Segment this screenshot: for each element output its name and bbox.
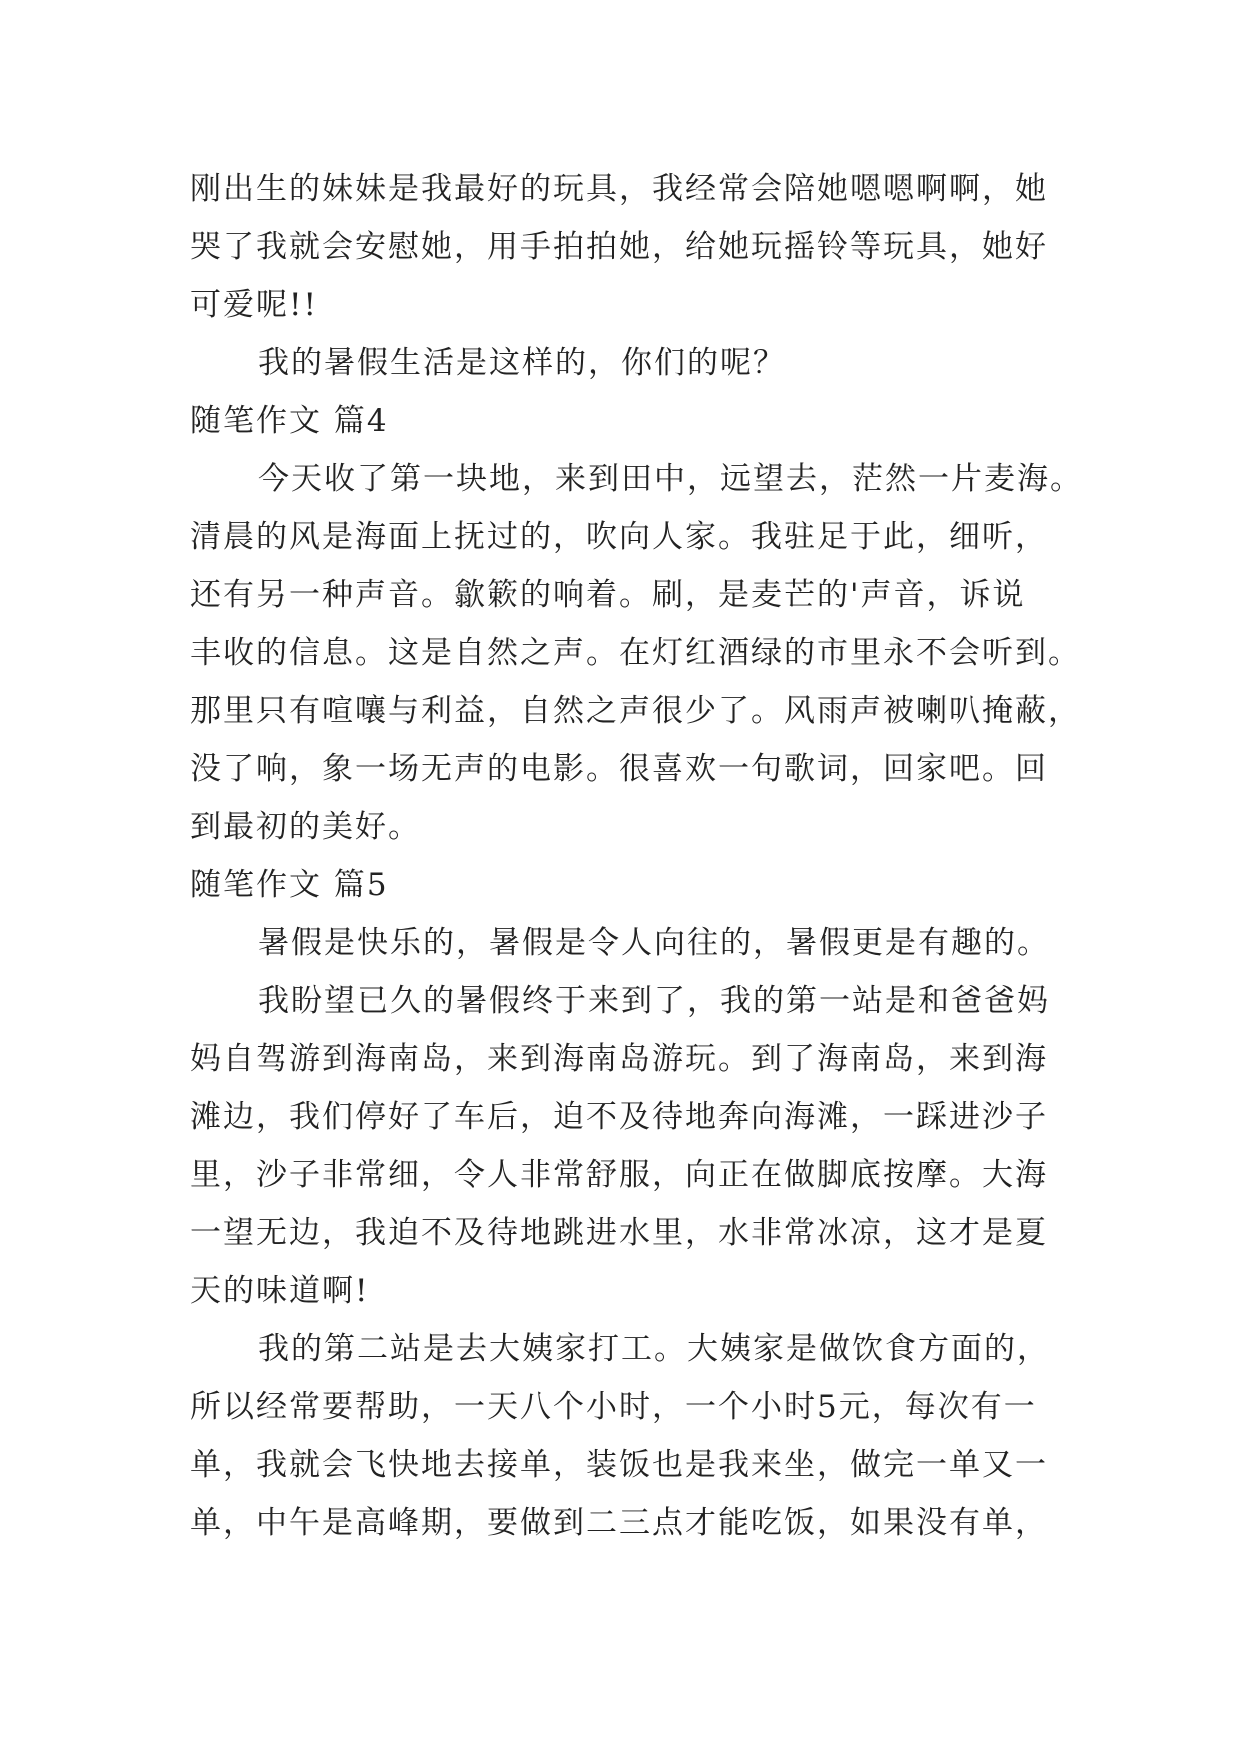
text-line: 我盼望已久的暑假终于来到了，我的第一站是和爸爸妈	[258, 983, 1050, 1019]
text-line: 没了响，象一场无声的电影。很喜欢一句歌词，回家吧。回	[190, 751, 1048, 787]
text-line: 还有另一种声音。歙簌的响着。刷，是麦芒的'声音，诉说	[190, 577, 1026, 613]
text-line: 滩边，我们停好了车后，迫不及待地奔向海滩，一踩进沙子	[190, 1099, 1048, 1135]
text-line: 我的暑假生活是这样的，你们的呢？	[258, 345, 786, 381]
text-line: 妈自驾游到海南岛，来到海南岛游玩。到了海南岛，来到海	[190, 1041, 1048, 1077]
text-line: 刚出生的妹妹是我最好的玩具，我经常会陪她嗯嗯啊啊，她	[190, 171, 1048, 207]
text-line: 到最初的美好。	[190, 809, 421, 845]
text-line: 丰收的信息。这是自然之声。在灯红酒绿的市里永不会听到。	[190, 635, 1081, 671]
text-line: 单，中午是高峰期，要做到二三点才能吃饭，如果没有单，	[190, 1505, 1048, 1541]
section-heading-5: 随笔作文 篇5	[190, 867, 389, 903]
document-body	[190, 160, 1083, 1552]
text-line: 单，我就会飞快地去接单，装饭也是我来坐，做完一单又一	[190, 1447, 1048, 1483]
text-line: 天的味道啊!	[190, 1273, 370, 1309]
text-line: 一望无边，我迫不及待地跳进水里，水非常冰凉，这才是夏	[190, 1215, 1048, 1251]
text-line: 那里只有喧嚷与利益，自然之声很少了。风雨声被喇叭掩蔽，	[190, 693, 1081, 729]
text-line: 我的第二站是去大姨家打工。大姨家是做饮食方面的，	[258, 1331, 1050, 1367]
text-line: 可爱呢!!	[190, 287, 318, 323]
text-line: 里，沙子非常细，令人非常舒服，向正在做脚底按摩。大海	[190, 1157, 1048, 1193]
text-line: 所以经常要帮助，一天八个小时，一个小时5元，每次有一	[190, 1389, 1037, 1425]
text-line: 哭了我就会安慰她，用手拍拍她，给她玩摇铃等玩具，她好	[190, 229, 1048, 265]
text-line: 清晨的风是海面上抚过的，吹向人家。我驻足于此，细听，	[190, 519, 1048, 555]
text-line: 今天收了第一块地，来到田中，远望去，茫然一片麦海。	[258, 461, 1083, 497]
section-heading-4: 随笔作文 篇4	[190, 403, 389, 439]
text-line: 暑假是快乐的，暑假是令人向往的，暑假更是有趣的。	[258, 925, 1050, 961]
